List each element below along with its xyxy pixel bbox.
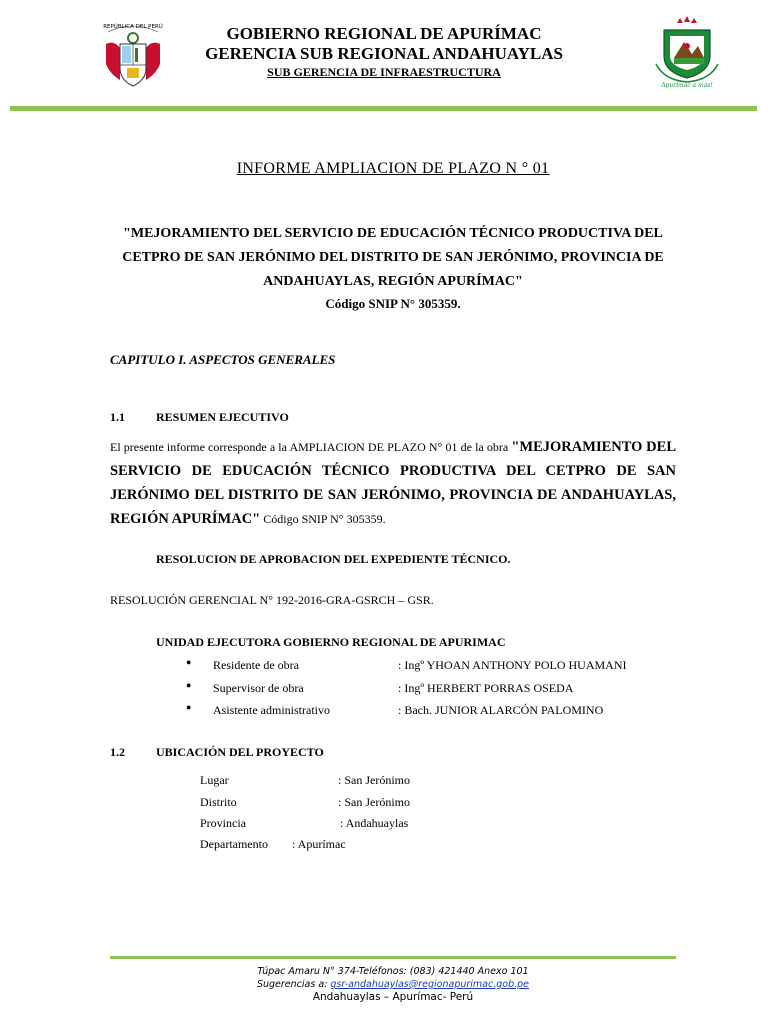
staff-role: Residente de obra bbox=[213, 658, 299, 672]
bullet-icon: ● bbox=[186, 657, 192, 667]
staff-role: Asistente administrativo bbox=[213, 703, 330, 717]
location-key: Provincia bbox=[200, 816, 246, 830]
resolution-text: RESOLUCIÓN GERENCIAL N° 192-2016-GRA-GSRCH – GSR. bbox=[110, 593, 434, 607]
paragraph-intro: El presente informe corresponde a la AMPLIACION DE PLAZO N° 01 de la obra bbox=[110, 440, 509, 454]
email-link[interactable]: gsr-andahuaylas@regionapurimac.gob.pe bbox=[330, 979, 530, 990]
staff-role: Supervisor de obra bbox=[213, 681, 304, 695]
paragraph-project-name: "MEJORAMIENTO DEL SERVICIO DE EDUCACIÓN TÉCNICO PRODUCTIVA DEL CETPRO DE SAN JERÓNIMO DEL DISTRITO DE SAN JERÓNIMO, PROVINCIA DE ANDAHUAYLAS, REGIÓN APURÍMAC" bbox=[110, 439, 676, 527]
location-key: Distrito bbox=[200, 795, 237, 809]
suggestions-label: Sugerencias a: bbox=[256, 979, 328, 990]
footer-city: Andahuaylas – Apurímac- Perú bbox=[312, 991, 474, 1003]
location-value: : San Jerónimo bbox=[338, 773, 410, 787]
svg-text:Apurímac a más!: Apurímac a más! bbox=[661, 82, 713, 89]
footer-suggestions bbox=[0, 979, 768, 990]
section-label: UBICACIÓN DEL PROYECTO bbox=[156, 745, 324, 759]
header-line-3: SUB GERENCIA DE INFRAESTRUCTURA bbox=[267, 65, 501, 79]
bullet-icon: ● bbox=[186, 680, 192, 690]
chapter-heading: CAPITULO I. ASPECTOS GENERALES bbox=[110, 352, 336, 367]
document-title: INFORME AMPLIACION DE PLAZO N ° 01 bbox=[236, 160, 550, 177]
section-label: RESUMEN EJECUTIVO bbox=[156, 410, 289, 424]
header-line-1: GOBIERNO REGIONAL DE APURÍMAC bbox=[226, 24, 542, 43]
snip-code: Código SNIP N° 305359. bbox=[325, 296, 461, 311]
executing-unit-heading: UNIDAD EJECUTORA GOBIERNO REGIONAL DE APURIMAC bbox=[156, 635, 506, 649]
section-number: 1.1 bbox=[110, 410, 125, 424]
paragraph-snip: Código SNIP N° 305359. bbox=[263, 512, 386, 526]
header-divider bbox=[10, 106, 757, 111]
project-title: "MEJORAMIENTO DEL SERVICIO DE EDUCACIÓN TÉCNICO PRODUCTIVA DEL CETPRO DE SAN JERÓNIMO DEL DISTRITO DE SAN JERÓNIMO, PROVINCIA DE ANDAHUAYLAS, REGIÓN APURÍMAC" bbox=[122, 226, 664, 289]
header-line-2: GERENCIA SUB REGIONAL ANDAHUAYLAS bbox=[205, 44, 563, 63]
location-value: : Andahuaylas bbox=[340, 816, 409, 830]
footer-address: Túpac Amaru N° 374-Teléfonos: (083) 421440 Anexo 101 bbox=[257, 966, 529, 977]
resolution-heading: RESOLUCION DE APROBACION DEL EXPEDIENTE TÉCNICO. bbox=[156, 552, 511, 566]
location-value: : Apurímac bbox=[292, 837, 346, 851]
staff-name: : Bach. JUNIOR ALARCÓN PALOMINO bbox=[398, 703, 604, 717]
svg-text:REPÚBLICA DEL PERÚ: REPÚBLICA DEL PERÚ bbox=[103, 24, 163, 30]
executive-summary-paragraph bbox=[110, 435, 676, 531]
footer-divider bbox=[110, 956, 676, 959]
location-value: : San Jerónimo bbox=[338, 795, 410, 809]
bullet-icon: ● bbox=[186, 702, 192, 712]
location-key: Lugar bbox=[200, 773, 229, 787]
staff-name: : Ingº HERBERT PORRAS OSEDA bbox=[398, 681, 574, 695]
section-number: 1.2 bbox=[110, 745, 125, 759]
location-key: Departamento bbox=[200, 837, 268, 851]
staff-name: : Ingº YHOAN ANTHONY POLO HUAMANI bbox=[398, 658, 627, 672]
